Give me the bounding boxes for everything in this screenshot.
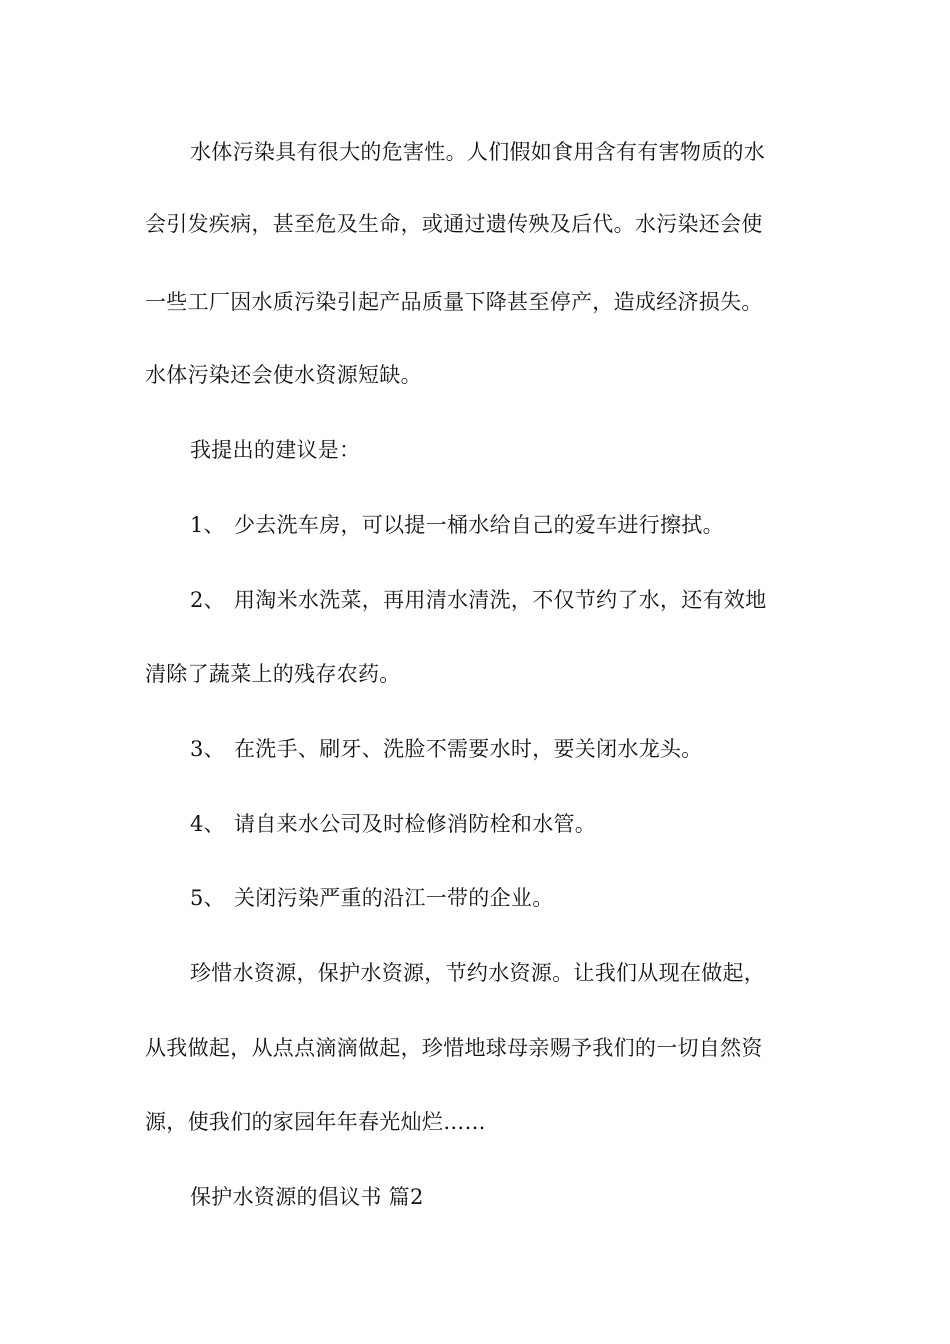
suggestion-text: 请自来水公司及时检修消防栓和水管。 [234,812,597,836]
paragraph-line: 一些工厂因水质污染引起产品质量下降甚至停产，造成经济损失。 [145,290,763,314]
suggestion-number: 2、 [190,588,225,612]
suggestion-number: 4、 [190,812,225,836]
paragraph-line: 水体污染还会使水资源短缺。 [145,363,422,387]
suggestion-item [190,736,860,762]
paragraph-line: 水体污染具有很大的危害性。人们假如食用含有有害物质的水 [190,140,766,164]
suggestion-text: 少去洗车房，可以提一桶水给自己的爱车进行擦拭。 [234,513,724,537]
suggestion-continuation: 清除了蔬菜上的残存农药。 [145,662,401,686]
suggestion-text: 关闭污染严重的沿江一带的企业。 [234,886,554,910]
suggestion-item [190,512,860,538]
suggestion-item [190,885,860,911]
suggestion-number: 3、 [190,737,225,761]
section-heading: 保护水资源的倡议书 篇2 [190,1185,424,1209]
suggestion-number: 5、 [190,886,225,910]
suggestion-text: 用淘米水洗菜，再用清水清洗，不仅节约了水，还有效地 [234,588,767,612]
suggestion-item [190,811,860,837]
suggestion-number: 1、 [190,513,225,537]
suggestion-text: 在洗手、刷牙、洗脸不需要水时，要关闭水龙头。 [234,737,703,761]
closing-line: 从我做起，从点点滴滴做起，珍惜地球母亲赐予我们的一切自然资 [145,1036,763,1060]
suggestion-intro: 我提出的建议是： [190,438,361,462]
closing-line: 珍惜水资源，保护水资源，节约水资源。让我们从现在做起， [190,961,766,985]
closing-line: 源，使我们的家园年年春光灿烂…… [145,1110,486,1134]
paragraph-line: 会引发疾病，甚至危及生命，或通过遗传殃及后代。水污染还会使 [145,212,763,236]
suggestion-item [190,587,860,613]
